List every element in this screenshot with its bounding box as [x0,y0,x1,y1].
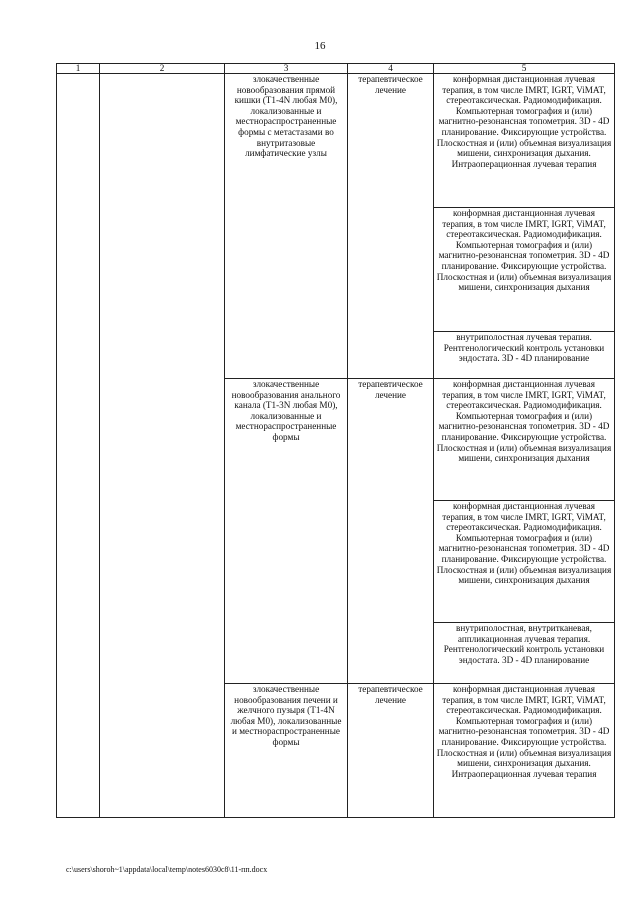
method-cell: конформная дистанционная лучевая терапия, в том числе IMRT, IGRT, ViMAT, стереотаксическая. Радиомодификация. Компьютерная томография и (или) магнитно-резонансная топометрия. 3D - 4D планирование. Фиксирующие устройства. Плоскостная и (или) объемная визуализация мишени, синхронизация дыхания [434,379,615,501]
cell-column-2 [100,74,225,818]
column-number-2: 2 [100,64,225,74]
column-number-5: 5 [434,64,615,74]
method-cell: внутриполостная, внутритканевая, аппликационная лучевая терапия. Рентгенологический контроль установки эндостата. 3D - 4D планирование [434,623,615,684]
table-row [57,74,615,208]
treatment-cell: терапевтическое лечение [348,379,434,684]
condition-cell: злокачественные новообразования анального канала (T1-3N любая M0), локализованные и местнораспространенные формы [225,379,348,684]
condition-cell: злокачественные новообразования печени и желчного пузыря (T1-4N любая M0), локализованные и местнораспространенные формы [225,684,348,818]
treatment-cell: терапевтическое лечение [348,74,434,379]
document-file-path: c:\users\shoroh~1\appdata\local\temp\notes6030c8\11-пп.docx [66,865,268,874]
medical-care-table [56,63,615,818]
table-header-row [57,64,615,74]
column-number-3: 3 [225,64,348,74]
method-cell: конформная дистанционная лучевая терапия, в том числе IMRT, IGRT, ViMAT, стереотаксическая. Радиомодификация. Компьютерная томография и (или) магнитно-резонансная топометрия. 3D - 4D планирование. Фиксирующие устройства. Плоскостная и (или) объемная визуализация мишени, синхронизация дыхания. Интраоперационная лучевая терапия [434,684,615,818]
treatment-cell: терапевтическое лечение [348,684,434,818]
column-number-1: 1 [57,64,100,74]
method-cell: конформная дистанционная лучевая терапия, в том числе IMRT, IGRT, ViMAT, стереотаксическая. Радиомодификация. Компьютерная томография и (или) магнитно-резонансная топометрия. 3D - 4D планирование. Фиксирующие устройства. Плоскостная и (или) объемная визуализация мишени, синхронизация дыхания. Интраоперационная лучевая терапия [434,74,615,208]
method-cell: конформная дистанционная лучевая терапия, в том числе IMRT, IGRT, ViMAT, стереотаксическая. Радиомодификация. Компьютерная томография и (или) магнитно-резонансная топометрия. 3D - 4D планирование. Фиксирующие устройства. Плоскостная и (или) объемная визуализация мишени, синхронизация дыхания [434,501,615,623]
method-cell: внутриполостная лучевая терапия. Рентгенологический контроль установки эндостата. 3D - 4D планирование [434,332,615,379]
column-number-4: 4 [348,64,434,74]
cell-column-1 [57,74,100,818]
method-cell: конформная дистанционная лучевая терапия, в том числе IMRT, IGRT, ViMAT, стереотаксическая. Радиомодификация. Компьютерная томография и (или) магнитно-резонансная топометрия. 3D - 4D планирование. Фиксирующие устройства. Плоскостная и (или) объемная визуализация мишени, синхронизация дыхания [434,208,615,332]
page-number: 16 [314,40,326,52]
condition-cell: злокачественные новообразования прямой кишки (T1-4N любая M0), локализованные и местнораспространенные формы с метастазами во внутритазовые лимфатические узлы [225,74,348,379]
